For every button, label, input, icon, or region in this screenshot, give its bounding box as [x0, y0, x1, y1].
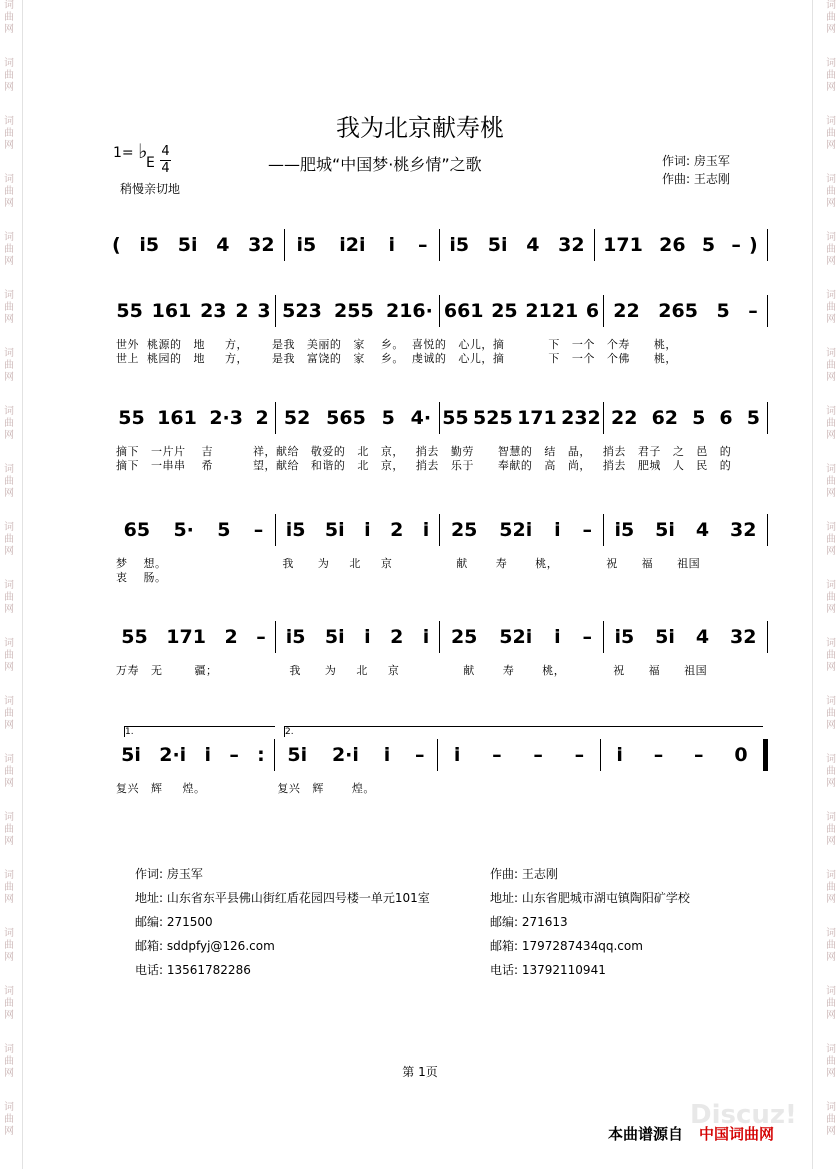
- page-number: 第 1页: [402, 1065, 438, 1079]
- measure: [440, 300, 603, 322]
- note-group: i: [388, 234, 395, 256]
- time-bottom: 4: [161, 161, 170, 176]
- note-group: 4: [216, 234, 230, 256]
- measure: [440, 407, 603, 429]
- note-group: –: [694, 744, 704, 766]
- key-note: E: [146, 155, 155, 171]
- side-watermark-right: [824, 0, 838, 1169]
- side-watermark-text: 词曲网: [4, 1044, 14, 1079]
- note-group: –: [415, 744, 425, 766]
- footer-left-postcode: 邮编: 271500: [135, 915, 213, 929]
- time-signature: [160, 145, 171, 176]
- footer-right: [490, 862, 690, 982]
- note-group: 161: [151, 300, 192, 322]
- lyrics-line: 复兴 辉 煌。 复兴 辉 煌。: [116, 782, 375, 795]
- score-row: [112, 622, 768, 702]
- notes-line: [112, 740, 768, 770]
- note-group: –: [653, 744, 664, 766]
- side-watermark-text: 词曲网: [826, 522, 836, 557]
- barline: [767, 229, 768, 261]
- note-group: 52i: [499, 626, 533, 648]
- note-group: –: [731, 234, 741, 256]
- note-group: 2: [224, 626, 238, 648]
- barline: [767, 621, 768, 653]
- note-group: 5i: [655, 626, 675, 648]
- note-group: i5: [285, 519, 306, 541]
- note-group: 4·: [410, 407, 432, 429]
- footer-composer: 作曲: 王志刚: [490, 867, 558, 881]
- side-watermark-text: 词曲网: [4, 522, 14, 557]
- note-group: 5: [217, 519, 231, 541]
- note-group: 3: [257, 300, 271, 322]
- note-group: 22: [613, 300, 640, 322]
- notes-line: [112, 403, 768, 433]
- note-group: 5: [716, 300, 730, 322]
- measure: [276, 407, 439, 429]
- measure: [112, 519, 275, 541]
- note-group: 5·: [173, 519, 194, 541]
- note-group: i: [422, 626, 430, 648]
- side-watermark-text: 词曲网: [826, 464, 836, 499]
- side-watermark-text: 词曲网: [4, 986, 14, 1021]
- footer-left-email: 邮箱: sddpfyj@126.com: [135, 939, 275, 953]
- side-watermark-text: 词曲网: [4, 696, 14, 731]
- measure: [604, 626, 767, 648]
- source-label: 本曲谱源自: [608, 1125, 684, 1143]
- side-watermark-text: 词曲网: [826, 754, 836, 789]
- composer-credit: 作曲: 王志刚: [662, 172, 730, 186]
- discuz-watermark: Discuz!: [690, 1100, 797, 1130]
- barline: [767, 402, 768, 434]
- footer-right-phone: 电话: 13792110941: [490, 963, 606, 977]
- note-group: i: [616, 744, 623, 766]
- note-group: i5: [139, 234, 160, 256]
- side-watermark-text: 词曲网: [4, 116, 14, 151]
- measure: [604, 519, 767, 541]
- notes-line: [112, 622, 768, 652]
- measure: [112, 300, 275, 322]
- note-group: 216·: [385, 300, 433, 322]
- side-watermark-text: 词曲网: [4, 928, 14, 963]
- side-watermark-text: 词曲网: [826, 870, 836, 905]
- note-group: i: [364, 519, 371, 541]
- note-group: 55: [442, 407, 469, 429]
- note-group: –: [253, 519, 264, 541]
- note-group: 32: [248, 234, 275, 256]
- note-group: 25: [491, 300, 518, 322]
- notes-line: [112, 515, 768, 545]
- key-prefix: 1=: [113, 145, 134, 161]
- side-watermark-text: 词曲网: [4, 58, 14, 93]
- measure: [595, 234, 749, 256]
- measure: [604, 300, 767, 322]
- note-group: 171: [517, 407, 557, 429]
- measure: [440, 519, 603, 541]
- note-group: i5: [285, 626, 306, 648]
- note-group: i2i: [339, 234, 366, 256]
- side-watermark-text: 词曲网: [4, 464, 14, 499]
- note-group: 55: [118, 407, 145, 429]
- note-group: 2121: [525, 300, 579, 322]
- note-group: 5i: [121, 744, 141, 766]
- lyrics-line: 摘下 一片片 吉 祥，献给 敬爱的 北 京， 捎去 勤劳 智慧的 结 晶， 捎去 君子 之 邑 的: [116, 445, 732, 458]
- side-watermark-text: 词曲网: [826, 696, 836, 731]
- note-group: 22: [611, 407, 638, 429]
- side-watermark-text: 词曲网: [826, 290, 836, 325]
- lyrics-line: 万寿 无 疆； 我 为 北 京 献 寿 桃， 祝 福 祖国: [116, 664, 708, 677]
- footer-right-postcode: 邮编: 271613: [490, 915, 568, 929]
- side-watermark-text: 词曲网: [826, 580, 836, 615]
- barline: [767, 514, 768, 546]
- note-group: –: [492, 744, 502, 766]
- lyrics-line: 衷 肠。: [116, 571, 167, 584]
- note-group: i: [422, 519, 430, 541]
- lyrics-line: 摘下 一串串 希 望，献给 和谐的 北 京， 捎去 乐于 奉献的 高 尚， 捎去 肥城 人 民 的: [116, 459, 732, 472]
- measure: [440, 626, 603, 648]
- volta-first-ending: 1.: [124, 726, 275, 737]
- measure: [601, 744, 763, 766]
- measure: [112, 407, 275, 429]
- note-group: 265: [658, 300, 698, 322]
- tempo-marking: 稍慢亲切地: [120, 182, 181, 196]
- note-group: 5i: [655, 519, 675, 541]
- note-group: 52i: [499, 519, 533, 541]
- note-group: 171: [603, 234, 643, 256]
- note-group: 5: [692, 407, 706, 429]
- note-group: 232: [561, 407, 601, 429]
- note-group: –: [748, 300, 758, 322]
- note-group: i: [453, 744, 461, 766]
- note-group: 5i: [324, 519, 345, 541]
- footer-left: [135, 862, 430, 982]
- measure: [440, 234, 594, 256]
- note-group: 32: [730, 519, 757, 541]
- note-group: 2·i: [331, 744, 359, 766]
- side-watermark-text: 词曲网: [826, 348, 836, 383]
- note-group: 661: [443, 300, 484, 322]
- measure: [285, 234, 439, 256]
- note-group: 26: [659, 234, 686, 256]
- note-group: i: [204, 744, 212, 766]
- note-group: –: [418, 234, 428, 256]
- side-watermark-text: 词曲网: [826, 1102, 836, 1137]
- side-watermark-text: 词曲网: [826, 928, 836, 963]
- key-signature: [113, 139, 170, 176]
- note-group: 6: [719, 407, 733, 429]
- note-group: –: [533, 744, 543, 766]
- score-row: [112, 403, 768, 483]
- measure: [130, 234, 284, 256]
- side-watermark-text: 词曲网: [4, 174, 14, 209]
- paren-open: (: [112, 234, 121, 256]
- note-group: 4: [695, 519, 710, 541]
- note-group: 5i: [324, 626, 345, 648]
- side-watermark-text: 词曲网: [4, 812, 14, 847]
- barline: [767, 295, 768, 327]
- paren-close: ): [749, 234, 758, 256]
- note-group: –: [256, 626, 266, 648]
- notes-line: [112, 230, 768, 260]
- side-watermark-text: 词曲网: [4, 406, 14, 441]
- note-group: 65: [123, 519, 151, 541]
- time-top: 4: [161, 144, 170, 159]
- side-watermark-text: 词曲网: [4, 1102, 14, 1137]
- note-group: 23: [200, 300, 227, 322]
- side-watermark-text: 词曲网: [826, 638, 836, 673]
- note-group: 5i: [287, 744, 308, 766]
- measure: [276, 300, 439, 322]
- side-watermark-text: 词曲网: [4, 870, 14, 905]
- note-group: 565: [326, 407, 366, 429]
- source-credit: [608, 1123, 774, 1144]
- measure: [276, 626, 439, 648]
- note-group: 6: [585, 300, 600, 322]
- note-group: 2: [390, 519, 404, 541]
- measure: [275, 744, 437, 766]
- score-row: [112, 727, 768, 820]
- note-group: 5: [381, 407, 395, 429]
- note-group: i: [554, 519, 561, 541]
- note-group: 5: [701, 234, 716, 256]
- note-group: 55: [116, 300, 143, 322]
- side-watermark-text: 词曲网: [826, 986, 836, 1021]
- note-group: i: [383, 744, 391, 766]
- note-group: –: [582, 626, 593, 648]
- flat-icon: ♭: [138, 139, 148, 163]
- song-title: 我为北京献寿桃: [336, 114, 504, 142]
- note-group: 5i: [177, 234, 198, 256]
- note-group: i5: [296, 234, 317, 256]
- note-group: i5: [449, 234, 470, 256]
- side-watermark-text: 词曲网: [826, 0, 836, 35]
- lyrics-line: 世上 桃园的 地 方， 是我 富饶的 家 乡。 虔诚的 心儿，摘 下 一个 个佛 桃，: [116, 352, 677, 365]
- measure: [112, 626, 275, 648]
- note-group: –: [582, 519, 593, 541]
- side-watermark-left: [2, 0, 16, 1169]
- volta-second-ending: 2.: [284, 726, 763, 737]
- side-watermark-text: 词曲网: [4, 232, 14, 267]
- note-group: 5: [746, 407, 760, 429]
- measure: [276, 519, 439, 541]
- right-margin-line: [812, 0, 813, 1169]
- note-group: 4: [526, 234, 540, 256]
- note-group: i5: [614, 519, 635, 541]
- note-group: –: [229, 744, 239, 766]
- side-watermark-text: 词曲网: [826, 812, 836, 847]
- side-watermark-text: 词曲网: [826, 406, 836, 441]
- note-group: i5: [614, 626, 635, 648]
- note-group: 2: [390, 626, 404, 648]
- measure: [112, 744, 274, 766]
- note-group: 2·3: [209, 407, 243, 429]
- score-row: [112, 515, 768, 595]
- note-group: i: [364, 626, 371, 648]
- side-watermark-text: 词曲网: [4, 290, 14, 325]
- note-group: –: [574, 744, 585, 766]
- left-margin-line: [22, 0, 23, 1169]
- side-watermark-text: 词曲网: [4, 754, 14, 789]
- note-group: 255: [334, 300, 374, 322]
- score-row: [112, 296, 768, 376]
- note-group: 55: [121, 626, 148, 648]
- footer-left-phone: 电话: 13561782286: [135, 963, 251, 977]
- side-watermark-text: 词曲网: [4, 638, 14, 673]
- note-group: 32: [558, 234, 585, 256]
- note-group: 2·i: [159, 744, 187, 766]
- measure: [438, 744, 600, 766]
- note-group: 525: [473, 407, 513, 429]
- footer-right-email: 邮箱: 1797287434qq.com: [490, 939, 643, 953]
- note-group: :: [257, 744, 265, 766]
- lyrics-line: 世外 桃源的 地 方， 是我 美丽的 家 乡。 喜悦的 心儿，摘 下 一个 个寿 桃，: [116, 338, 677, 351]
- lyrics-line: 梦 想。 我 为 北 京 献 寿 桃， 祝 福 祖国: [116, 557, 701, 570]
- side-watermark-text: 词曲网: [4, 348, 14, 383]
- side-watermark-text: 词曲网: [826, 1044, 836, 1079]
- footer-right-address: 地址: 山东省肥城市湖屯镇陶阳矿学校: [490, 891, 690, 905]
- note-group: 62: [651, 407, 679, 429]
- note-group: 52: [283, 407, 311, 429]
- side-watermark-text: 词曲网: [4, 0, 14, 35]
- measure: [604, 407, 767, 429]
- side-watermark-text: 词曲网: [826, 58, 836, 93]
- source-site-link[interactable]: 中国词曲网: [699, 1125, 775, 1143]
- note-group: i: [554, 626, 561, 648]
- note-group: 25: [450, 626, 478, 648]
- footer-left-address: 地址: 山东省东平县佛山街红盾花园四号楼一单元101室: [135, 891, 430, 905]
- note-group: 32: [730, 626, 757, 648]
- note-group: 523: [282, 300, 322, 322]
- side-watermark-text: 词曲网: [826, 232, 836, 267]
- notes-line: [112, 296, 768, 326]
- footer-lyricist: 作词: 房玉军: [135, 867, 203, 881]
- note-group: 2: [235, 300, 249, 322]
- note-group: 161: [157, 407, 197, 429]
- note-group: 2: [255, 407, 269, 429]
- side-watermark-text: 词曲网: [4, 580, 14, 615]
- note-group: 25: [450, 519, 478, 541]
- note-group: 171: [166, 626, 206, 648]
- side-watermark-text: 词曲网: [826, 116, 836, 151]
- lyricist-credit: 作词: 房玉军: [662, 154, 730, 168]
- side-watermark-text: 词曲网: [826, 174, 836, 209]
- note-group: 4: [695, 626, 710, 648]
- note-group: 0: [734, 744, 748, 766]
- barline: [763, 739, 768, 771]
- subtitle: ——肥城“中国梦·桃乡情”之歌: [268, 155, 482, 174]
- note-group: 5i: [487, 234, 508, 256]
